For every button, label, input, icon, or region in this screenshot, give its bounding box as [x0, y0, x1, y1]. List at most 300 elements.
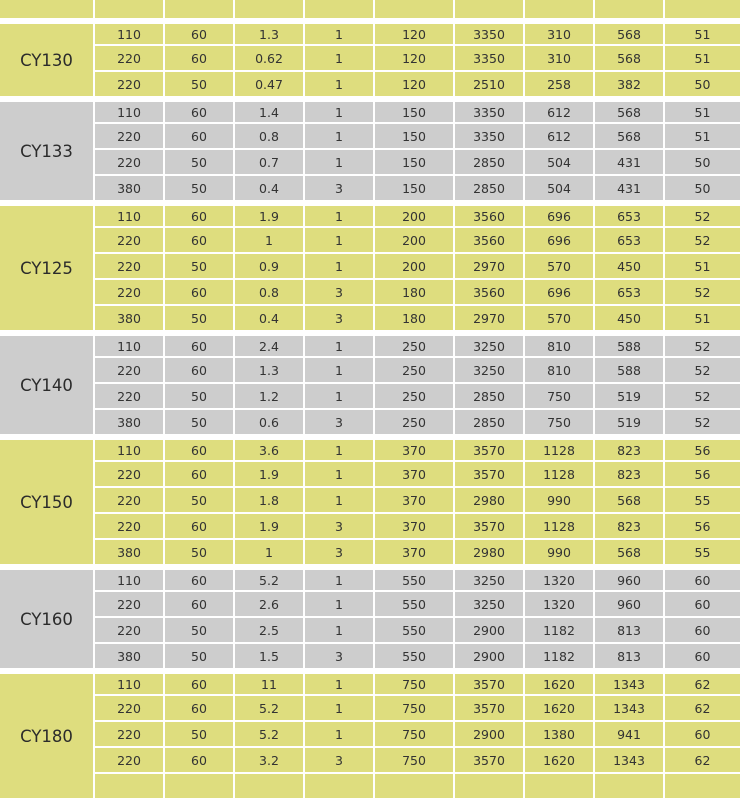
table-cell: 55 [665, 488, 740, 514]
table-cell: 50 [165, 150, 235, 176]
table-cell: 1343 [595, 670, 665, 696]
table-cell: 1 [305, 358, 375, 384]
table-cell: 62 [665, 670, 740, 696]
table-cell: 1 [305, 202, 375, 228]
table-cell: 110 [95, 98, 165, 124]
table-cell: 51 [665, 306, 740, 332]
table-cell: 60 [165, 124, 235, 150]
table-cell: 1.9 [235, 514, 305, 540]
table-cell: 810 [525, 332, 595, 358]
table-cell: 2.4 [235, 332, 305, 358]
table-cell: 750 [375, 670, 455, 696]
table-cell: 2850 [455, 176, 525, 202]
table-cell: 60 [165, 592, 235, 618]
table-cell: 750 [525, 410, 595, 436]
table-cell: 5.2 [235, 696, 305, 722]
table-cell: 550 [375, 566, 455, 592]
table-cell: 568 [595, 124, 665, 150]
table-cell: 56 [665, 462, 740, 488]
table-cell: 612 [525, 124, 595, 150]
model-name-cell [0, 0, 95, 20]
table-cell: 60 [165, 696, 235, 722]
table-cell: 150 [375, 150, 455, 176]
table-cell: 960 [595, 592, 665, 618]
table-cell: 3 [305, 410, 375, 436]
table-cell: 0.62 [235, 46, 305, 72]
table-cell: 3570 [455, 436, 525, 462]
table-row [0, 124, 740, 150]
table-cell: 750 [375, 696, 455, 722]
table-cell: 258 [525, 72, 595, 98]
table-cell: 180 [375, 306, 455, 332]
table-cell: 1 [235, 228, 305, 254]
table-row [0, 72, 740, 98]
table-cell: 1620 [525, 670, 595, 696]
table-cell: 588 [595, 332, 665, 358]
table-cell: 588 [595, 358, 665, 384]
table-row [0, 462, 740, 488]
table-cell: 370 [375, 488, 455, 514]
table-row [0, 410, 740, 436]
table-cell: 2.6 [235, 592, 305, 618]
table-cell: 1380 [525, 722, 595, 748]
table-cell: 3 [305, 748, 375, 774]
table-cell: 1 [235, 540, 305, 566]
table-cell [665, 0, 740, 20]
table-row [0, 98, 740, 124]
table-cell: 60 [165, 332, 235, 358]
table-row [0, 306, 740, 332]
table-cell: 380 [95, 176, 165, 202]
table-cell [95, 774, 165, 800]
table-cell: 110 [95, 670, 165, 696]
table-row [0, 592, 740, 618]
table-cell: 52 [665, 384, 740, 410]
table-cell: 50 [665, 72, 740, 98]
table-row [0, 566, 740, 592]
table-cell [595, 0, 665, 20]
table-cell: 2850 [455, 150, 525, 176]
table-cell: 3350 [455, 98, 525, 124]
table-cell: 0.9 [235, 254, 305, 280]
table-cell: 653 [595, 280, 665, 306]
table-cell [595, 774, 665, 800]
table-cell [525, 774, 595, 800]
table-cell: 62 [665, 748, 740, 774]
table-cell: 431 [595, 176, 665, 202]
table-cell: 1 [305, 98, 375, 124]
table-cell: 110 [95, 566, 165, 592]
table-cell: 60 [165, 98, 235, 124]
table-cell: 1 [305, 150, 375, 176]
table-cell: 1128 [525, 436, 595, 462]
table-cell: 220 [95, 384, 165, 410]
table-cell: 110 [95, 20, 165, 46]
table-cell [165, 774, 235, 800]
table-cell: 3570 [455, 696, 525, 722]
table-cell: 504 [525, 150, 595, 176]
table-cell: 220 [95, 696, 165, 722]
model-name-cell: CY133 [0, 98, 95, 202]
table-cell: 570 [525, 306, 595, 332]
table-cell: 60 [165, 228, 235, 254]
table-cell: 1 [305, 436, 375, 462]
table-cell: 3250 [455, 566, 525, 592]
table-cell: 3560 [455, 228, 525, 254]
table-cell: 3350 [455, 46, 525, 72]
table-cell: 1.3 [235, 358, 305, 384]
table-cell: 568 [595, 488, 665, 514]
table-cell: 120 [375, 72, 455, 98]
table-cell: 3.2 [235, 748, 305, 774]
table-cell: 568 [595, 540, 665, 566]
table-cell: 3350 [455, 124, 525, 150]
table-cell: 220 [95, 748, 165, 774]
table-cell: 60 [665, 722, 740, 748]
table-cell: 50 [165, 306, 235, 332]
table-cell [95, 0, 165, 20]
table-cell: 52 [665, 332, 740, 358]
table-cell: 1.4 [235, 98, 305, 124]
table-cell: 110 [95, 202, 165, 228]
table-row [0, 150, 740, 176]
table-cell: 1.2 [235, 384, 305, 410]
table-cell [375, 0, 455, 20]
table-cell: 0.8 [235, 124, 305, 150]
table-cell: 2850 [455, 384, 525, 410]
table-cell: 220 [95, 150, 165, 176]
table-cell: 1 [305, 72, 375, 98]
table-cell: 823 [595, 436, 665, 462]
table-cell: 1 [305, 488, 375, 514]
table-cell: 200 [375, 254, 455, 280]
table-cell: 3 [305, 280, 375, 306]
table-cell: 1343 [595, 748, 665, 774]
table-cell: 220 [95, 462, 165, 488]
table-cell: 380 [95, 306, 165, 332]
table-cell: 220 [95, 124, 165, 150]
table-cell: 1.3 [235, 20, 305, 46]
table-row [0, 228, 740, 254]
table-cell: 220 [95, 618, 165, 644]
table-cell: 200 [375, 202, 455, 228]
table-cell: 1.8 [235, 488, 305, 514]
table-cell: 1 [305, 566, 375, 592]
table-cell: 1.5 [235, 644, 305, 670]
table-cell: 50 [165, 618, 235, 644]
table-cell: 1.9 [235, 202, 305, 228]
table-cell: 150 [375, 124, 455, 150]
table-cell: 3570 [455, 462, 525, 488]
table-cell: 2980 [455, 540, 525, 566]
table-cell: 570 [525, 254, 595, 280]
model-name-cell: CY160 [0, 566, 95, 670]
table-row [0, 280, 740, 306]
table-cell: 519 [595, 410, 665, 436]
table-cell: 56 [665, 514, 740, 540]
table-cell: 150 [375, 98, 455, 124]
table-cell [305, 0, 375, 20]
table-cell: 3570 [455, 514, 525, 540]
table-cell: 550 [375, 644, 455, 670]
table-cell: 60 [165, 514, 235, 540]
table-cell: 568 [595, 46, 665, 72]
model-name-cell: CY150 [0, 436, 95, 566]
table-cell: 696 [525, 280, 595, 306]
table-row [0, 176, 740, 202]
table-row [0, 540, 740, 566]
table-cell: 750 [375, 722, 455, 748]
table-cell: 1620 [525, 696, 595, 722]
table-cell: 0.4 [235, 176, 305, 202]
table-cell: 60 [165, 462, 235, 488]
table-cell [525, 0, 595, 20]
table-cell: 250 [375, 332, 455, 358]
table-cell: 813 [595, 644, 665, 670]
table-cell: 3.6 [235, 436, 305, 462]
table-cell: 1128 [525, 514, 595, 540]
table-cell: 120 [375, 20, 455, 46]
table-row [0, 0, 740, 20]
table-cell: 750 [525, 384, 595, 410]
table-cell: 1 [305, 618, 375, 644]
table-cell: 750 [375, 748, 455, 774]
table-cell: 220 [95, 228, 165, 254]
table-cell: 696 [525, 202, 595, 228]
table-cell: 1 [305, 722, 375, 748]
table-cell: 3 [305, 306, 375, 332]
table-cell: 0.8 [235, 280, 305, 306]
table-cell: 653 [595, 228, 665, 254]
table-cell: 60 [165, 46, 235, 72]
table-row [0, 254, 740, 280]
table-cell: 519 [595, 384, 665, 410]
table-cell: 370 [375, 462, 455, 488]
table-cell: 380 [95, 540, 165, 566]
table-cell: 1320 [525, 592, 595, 618]
table-cell: 50 [165, 644, 235, 670]
table-cell: 1 [305, 592, 375, 618]
table-cell: 941 [595, 722, 665, 748]
table-cell: 2510 [455, 72, 525, 98]
table-cell: 370 [375, 540, 455, 566]
table-cell: 1 [305, 670, 375, 696]
table-cell: 1 [305, 20, 375, 46]
table-cell: 990 [525, 540, 595, 566]
table-cell: 2970 [455, 306, 525, 332]
table-cell: 370 [375, 436, 455, 462]
table-cell [305, 774, 375, 800]
table-cell: 55 [665, 540, 740, 566]
table-cell: 1 [305, 462, 375, 488]
table-cell: 60 [665, 644, 740, 670]
table-cell: 220 [95, 722, 165, 748]
table-cell: 0.4 [235, 306, 305, 332]
table-cell: 51 [665, 20, 740, 46]
table-cell: 3 [305, 176, 375, 202]
table-cell: 52 [665, 410, 740, 436]
table-cell: 2980 [455, 488, 525, 514]
table-cell: 250 [375, 384, 455, 410]
table-cell: 60 [165, 280, 235, 306]
table-cell: 50 [665, 176, 740, 202]
table-cell: 1182 [525, 644, 595, 670]
table-cell [665, 774, 740, 800]
table-cell: 1320 [525, 566, 595, 592]
table-cell: 120 [375, 46, 455, 72]
table-cell: 5.2 [235, 566, 305, 592]
table-cell: 2900 [455, 722, 525, 748]
table-cell: 3350 [455, 20, 525, 46]
table-cell: 50 [165, 540, 235, 566]
table-cell: 2850 [455, 410, 525, 436]
table-cell: 200 [375, 228, 455, 254]
table-cell: 60 [165, 436, 235, 462]
table-cell: 0.47 [235, 72, 305, 98]
table-cell: 220 [95, 358, 165, 384]
table-cell: 51 [665, 46, 740, 72]
table-cell: 3560 [455, 280, 525, 306]
model-name-cell: CY180 [0, 670, 95, 800]
table-cell: 56 [665, 436, 740, 462]
table-cell: 60 [665, 592, 740, 618]
table-cell: 3 [305, 644, 375, 670]
table-cell: 960 [595, 566, 665, 592]
table-cell: 220 [95, 46, 165, 72]
table-cell [455, 0, 525, 20]
table-cell: 52 [665, 358, 740, 384]
table-cell: 60 [165, 358, 235, 384]
table-cell: 810 [525, 358, 595, 384]
table-cell: 550 [375, 618, 455, 644]
table-cell: 50 [165, 176, 235, 202]
table-cell: 823 [595, 462, 665, 488]
table-cell: 1 [305, 254, 375, 280]
table-cell: 310 [525, 20, 595, 46]
table-cell: 60 [165, 670, 235, 696]
table-cell: 450 [595, 306, 665, 332]
table-cell: 220 [95, 592, 165, 618]
table-cell: 51 [665, 124, 740, 150]
table-cell: 50 [665, 150, 740, 176]
table-cell: 60 [665, 566, 740, 592]
table-cell: 51 [665, 98, 740, 124]
table-row [0, 696, 740, 722]
table-row [0, 618, 740, 644]
table-cell: 5.2 [235, 722, 305, 748]
table-cell: 3 [305, 540, 375, 566]
table-row [0, 644, 740, 670]
table-cell: 504 [525, 176, 595, 202]
table-cell: 310 [525, 46, 595, 72]
table-cell: 568 [595, 98, 665, 124]
table-cell: 50 [165, 384, 235, 410]
table-cell: 823 [595, 514, 665, 540]
table-row [0, 774, 740, 800]
table-cell: 1 [305, 332, 375, 358]
table-cell: 0.6 [235, 410, 305, 436]
table-row [0, 670, 740, 696]
table-cell: 220 [95, 254, 165, 280]
table-cell: 52 [665, 228, 740, 254]
table-cell: 380 [95, 644, 165, 670]
table-cell: 813 [595, 618, 665, 644]
table-cell: 0.7 [235, 150, 305, 176]
table-row [0, 488, 740, 514]
table-cell: 382 [595, 72, 665, 98]
table-cell: 52 [665, 202, 740, 228]
table-cell: 450 [595, 254, 665, 280]
table-cell: 568 [595, 20, 665, 46]
table-cell [455, 774, 525, 800]
table-cell: 1 [305, 384, 375, 410]
table-cell: 60 [165, 20, 235, 46]
table-cell: 250 [375, 410, 455, 436]
table-cell: 50 [165, 488, 235, 514]
table-cell [375, 774, 455, 800]
model-name-cell: CY125 [0, 202, 95, 332]
model-name-cell: CY130 [0, 20, 95, 98]
table-cell: 3250 [455, 592, 525, 618]
table-cell: 1 [305, 124, 375, 150]
table-row [0, 722, 740, 748]
table-cell: 2.5 [235, 618, 305, 644]
table-row [0, 20, 740, 46]
table-cell: 1.9 [235, 462, 305, 488]
table-cell: 653 [595, 202, 665, 228]
table-cell: 1128 [525, 462, 595, 488]
table-cell: 2900 [455, 618, 525, 644]
table-cell: 3560 [455, 202, 525, 228]
table-cell: 220 [95, 488, 165, 514]
table-cell: 50 [165, 722, 235, 748]
table-cell: 62 [665, 696, 740, 722]
table-cell: 696 [525, 228, 595, 254]
table-row [0, 748, 740, 774]
table-row [0, 384, 740, 410]
table-cell: 60 [165, 202, 235, 228]
table-cell: 2970 [455, 254, 525, 280]
table-cell: 990 [525, 488, 595, 514]
table-cell: 60 [165, 566, 235, 592]
table-row [0, 436, 740, 462]
table-cell: 11 [235, 670, 305, 696]
table-cell: 3250 [455, 332, 525, 358]
table-row [0, 514, 740, 540]
table-cell: 220 [95, 280, 165, 306]
table-cell: 3 [305, 514, 375, 540]
table-cell: 150 [375, 176, 455, 202]
table-cell: 370 [375, 514, 455, 540]
table-cell: 60 [665, 618, 740, 644]
table-cell: 550 [375, 592, 455, 618]
table-cell: 250 [375, 358, 455, 384]
table-cell: 110 [95, 436, 165, 462]
table-cell: 3250 [455, 358, 525, 384]
table-cell: 50 [165, 72, 235, 98]
table-row [0, 46, 740, 72]
table-row [0, 358, 740, 384]
table-cell: 50 [165, 410, 235, 436]
table-cell: 1620 [525, 748, 595, 774]
table-cell: 220 [95, 72, 165, 98]
table-cell: 3570 [455, 748, 525, 774]
table-row [0, 332, 740, 358]
table-cell: 1182 [525, 618, 595, 644]
table-cell: 2900 [455, 644, 525, 670]
table-row [0, 202, 740, 228]
table-cell: 52 [665, 280, 740, 306]
